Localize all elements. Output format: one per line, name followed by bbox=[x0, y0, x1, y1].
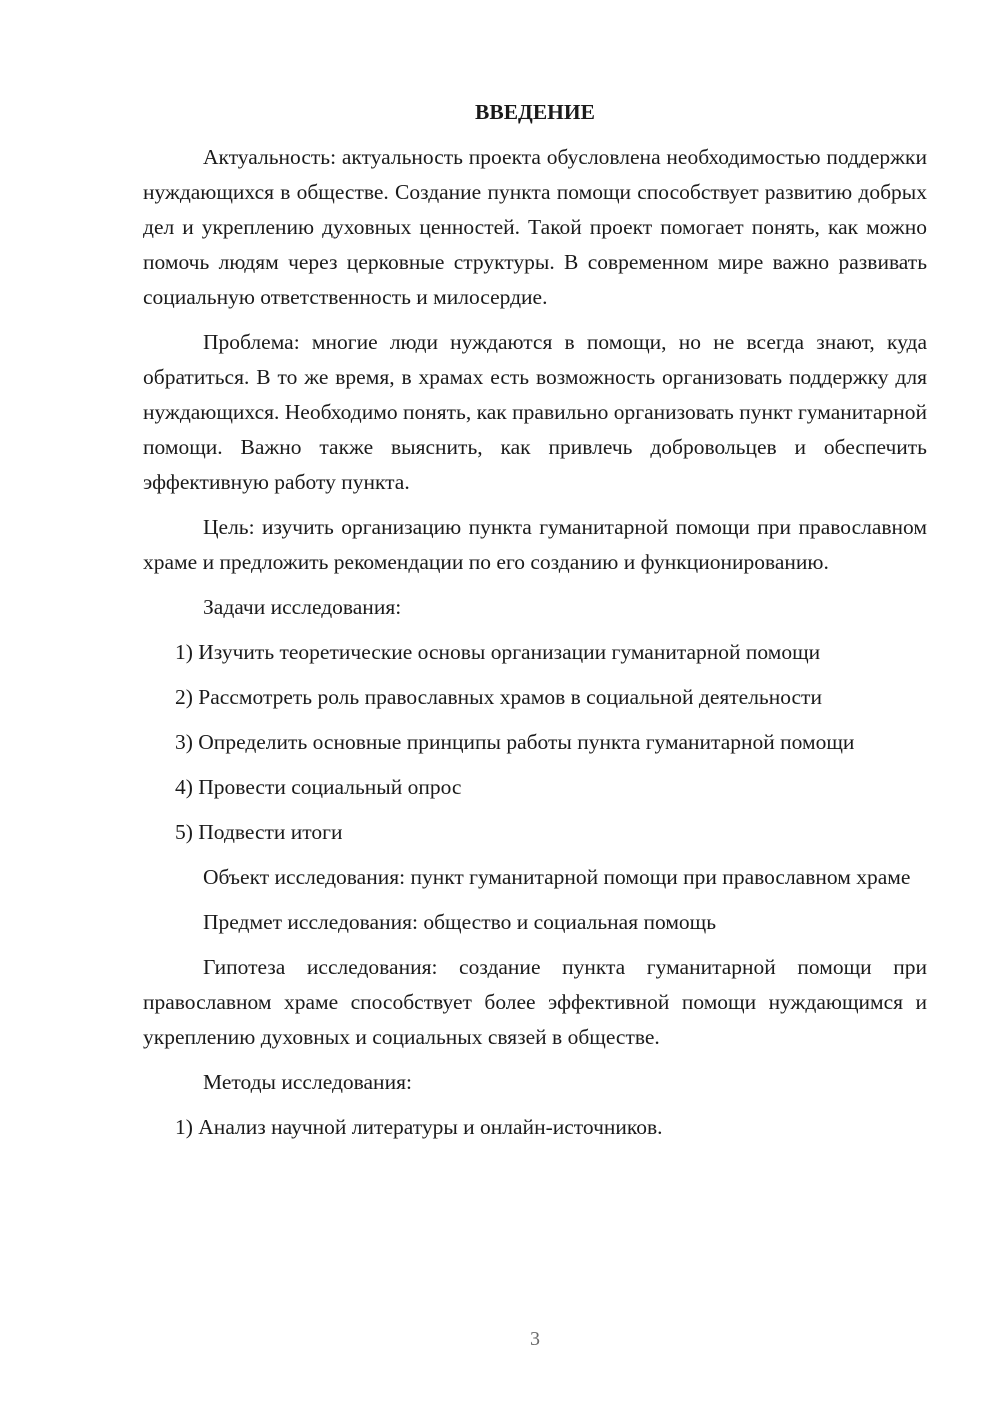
task-item: 4) Провести социальный опрос bbox=[175, 775, 462, 799]
goal-paragraph: Цель: изучить организацию пункта гуманитарной помощи при православном храме и предложить рекомендации по его созданию и функционированию. bbox=[143, 515, 927, 574]
section-title: ВВЕДЕНИЕ bbox=[475, 100, 595, 124]
relevance-paragraph: Актуальность: актуальность проекта обусловлена необходимостью поддержки нуждающихся в обществе. Создание пункта помощи способствует развитию добрых дел и укреплению духовных ценностей. Такой проект помогает понять, как можно помочь людям через церковные структуры. В современном мире важно развивать социальную ответственность и милосердие. bbox=[143, 145, 927, 309]
page-content bbox=[143, 95, 927, 1155]
hypothesis-paragraph: Гипотеза исследования: создание пункта гуманитарной помощи при православном храме способствует более эффективной помощи нуждающимся и укреплению духовных и социальных связей в обществе. bbox=[143, 955, 927, 1049]
page-number: 3 bbox=[530, 1328, 540, 1350]
task-item: 2) Рассмотреть роль православных храмов в социальной деятельности bbox=[175, 685, 822, 709]
subject-paragraph: Предмет исследования: общество и социальная помощь bbox=[203, 910, 717, 934]
task-item: 1) Изучить теоретические основы организации гуманитарной помощи bbox=[175, 640, 821, 664]
methods-heading: Методы исследования: bbox=[203, 1070, 412, 1094]
task-item: 5) Подвести итоги bbox=[175, 820, 343, 844]
tasks-heading: Задачи исследования: bbox=[203, 595, 402, 619]
method-item: 1) Анализ научной литературы и онлайн-источников. bbox=[175, 1115, 663, 1139]
task-item: 3) Определить основные принципы работы пункта гуманитарной помощи bbox=[175, 730, 855, 754]
problem-paragraph: Проблема: многие люди нуждаются в помощи, но не всегда знают, куда обратиться. В то же время, в храмах есть возможность организовать поддержку для нуждающихся. Необходимо понять, как правильно организовать пункт гуманитарной помощи. Важно также выяснить, как привлечь добровольцев и обеспечить эффективную работу пункта. bbox=[143, 330, 927, 494]
object-paragraph: Объект исследования: пункт гуманитарной помощи при православном храме bbox=[203, 865, 911, 889]
